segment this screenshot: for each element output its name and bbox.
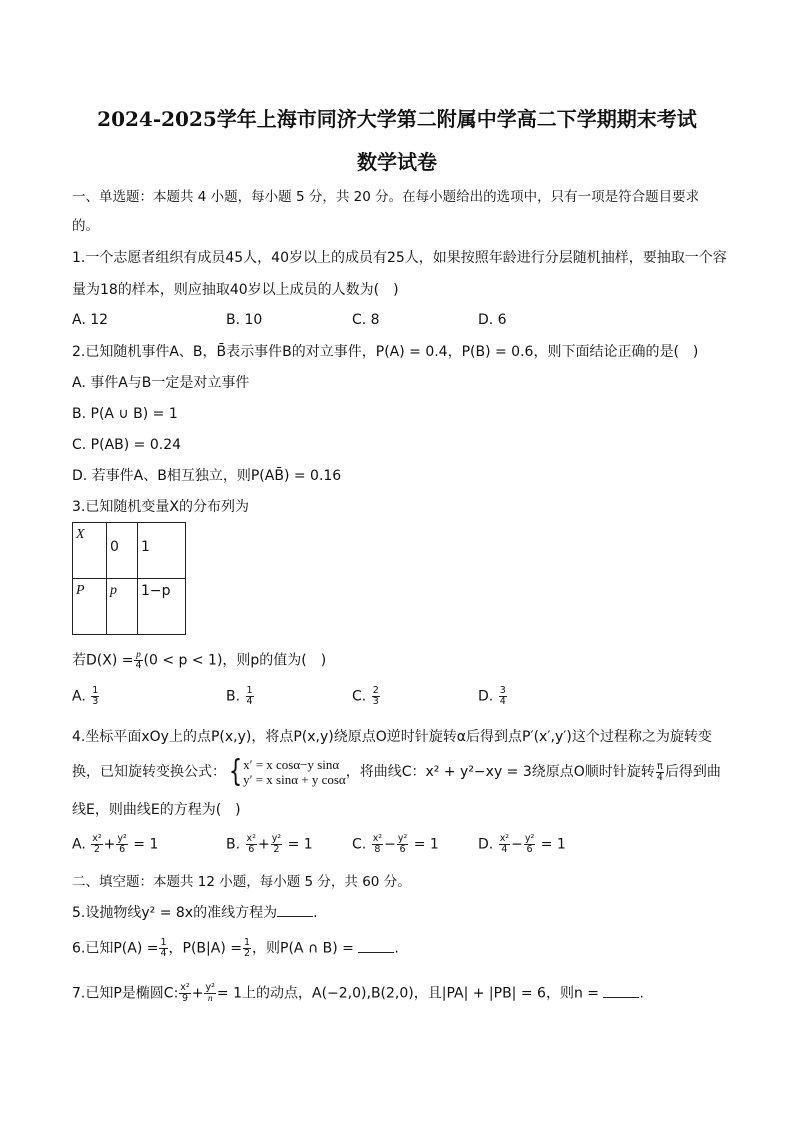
q2-option-b: B. P(A ∪ B) = 1	[72, 406, 178, 422]
q7-stem: 7.已知P是椭圆C: $\frac{\text{x²}}{9}$ + $\frac{\text{y²}}{n}$ = 1上的动点，A(−2,0),B(2,0)，且|PA| + |PB| = 6，则n = .	[72, 982, 644, 1004]
distribution-table	[72, 522, 186, 635]
q3-option-b: B. $\frac{1}{4}$	[226, 685, 253, 707]
table-cell: X	[73, 523, 107, 579]
q4-option-c: C. $\frac{\text{x²}}{8}$ − $\frac{\text{y²}}{6}$ = 1	[352, 833, 439, 855]
q1-option-c: C. 8	[352, 312, 380, 328]
q2-option-a: A. 事件A与B一定是对立事件	[72, 375, 250, 391]
fraction: $\frac{p}{4}$	[135, 650, 142, 671]
q5-stem: 5.设抛物线y² = 8x的准线方程为 .	[72, 905, 318, 921]
table-cell: 1−p	[138, 579, 186, 635]
q2-option-c: C. P(AB) = 0.24	[72, 437, 182, 453]
answer-blank	[277, 904, 313, 917]
q1-stem-line1: 1.一个志愿者组织有成员45人，40岁以上的成员有25人，如果按照年龄进行分层随机抽样，要抽取一个容	[72, 250, 727, 266]
section1-intro-cont: 的。	[72, 218, 99, 234]
rotation-formula: { x′ = x cosα−y sinα y′ = x sinα + y cosα	[228, 754, 346, 789]
q6-stem: 6.已知P(A) = $\frac{1}{4}$ ，P(B|A) = $\frac{1}{2}$ ，则P(A ∩ B) = .	[72, 937, 399, 959]
exam-subtitle: 数学试卷	[357, 150, 437, 174]
table-cell: p	[107, 579, 138, 635]
q4-stem-line2: 换，已知旋转变换公式：{ x′ = x cosα−y sinα y′ = x sinα + y cosα ，将曲线C：x² + y²−xy = 3绕原点O顺时针旋转 $\frac{\pi}{4}$ 后得到曲	[72, 754, 721, 789]
table-row	[73, 523, 186, 579]
q1-option-d: D. 6	[478, 312, 507, 328]
exam-title: 2024-2025学年上海市同济大学第二附属中学高二下学期期末考试	[97, 107, 697, 131]
q4-option-a: A. $\frac{\text{x²}}{2}$ + $\frac{\text{y²}}{6}$ = 1	[72, 833, 159, 855]
q1-option-b: B. 10	[226, 312, 263, 328]
q3-option-a: A. $\frac{1}{3}$	[72, 685, 99, 707]
table-cell: P	[73, 579, 107, 635]
q3-option-d: D. $\frac{3}{4}$	[478, 685, 506, 707]
q4-option-b: B. $\frac{\text{x²}}{6}$ + $\frac{\text{y²}}{2}$ = 1	[226, 833, 313, 855]
q3-stem: 3.已知随机变量X的分布列为	[72, 499, 249, 515]
answer-blank	[603, 985, 639, 998]
q2-option-d: D. 若事件A、B相互独立，则P(AB̄) = 0.16	[72, 468, 342, 484]
q1-stem-line2: 量为18的样本，则应抽取40岁以上成员的人数为( )	[72, 282, 399, 298]
section1-intro: 一、单选题：本题共 4 小题，每小题 5 分，共 20 分。在每小题给出的选项中，只有一项是符合题目要求	[72, 189, 700, 205]
q1-option-a: A. 12	[72, 312, 109, 328]
table-cell: 1	[138, 523, 186, 579]
table-row	[73, 579, 186, 635]
table-cell: 0	[107, 523, 138, 579]
q3-condition: 若D(X) = $\frac{p}{4}$ (0 < p < 1)，则p的值为( )	[72, 650, 327, 671]
section2-intro: 二、填空题：本题共 12 小题，每小题 5 分，共 60 分。	[72, 874, 411, 890]
q3-option-c: C. $\frac{2}{3}$	[352, 685, 379, 707]
q4-option-d: D. $\frac{\text{x²}}{4}$ − $\frac{\text{y²}}{6}$ = 1	[478, 833, 566, 855]
q2-stem: 2.已知随机事件A、B，B̄表示事件B的对立事件，P(A) = 0.4，P(B) = 0.6，则下面结论正确的是( )	[72, 344, 699, 360]
q4-stem-line3: 线E，则曲线E的方程为( )	[72, 802, 241, 818]
answer-blank	[358, 940, 394, 953]
q4-stem-line1: 4.坐标平面xOy上的点P(x,y)，将点P(x,y)绕原点O逆时针旋转α后得到点P′(x′,y′)这个过程称之为旋转变	[72, 729, 712, 745]
fraction: $\frac{\pi}{4}$	[656, 760, 663, 783]
